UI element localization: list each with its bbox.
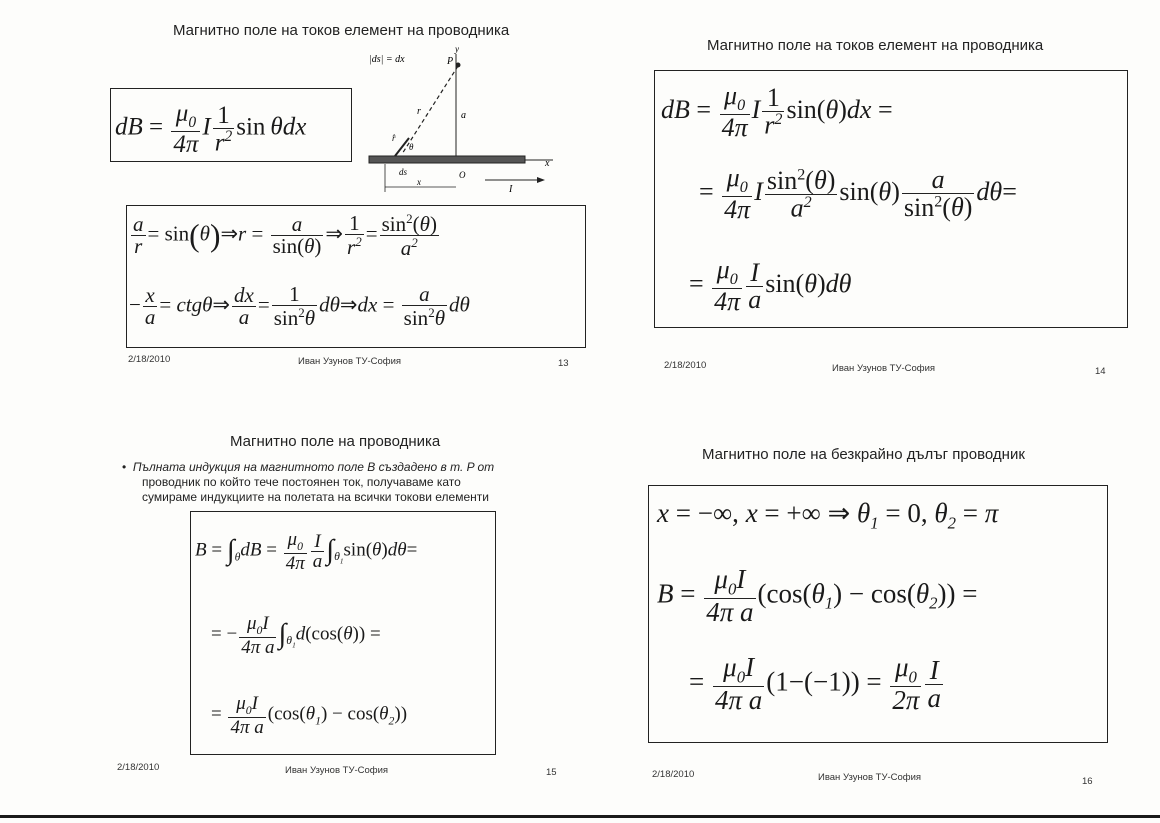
slide-16-footer-date: 2/18/2010	[652, 769, 695, 780]
slide-14-footer-date: 2/18/2010	[664, 360, 707, 371]
slide-13-derivation-box	[126, 205, 586, 348]
slide-14-footer-author: Иван Узунов ТУ-София	[832, 363, 936, 374]
r-hat-label: r̂	[392, 133, 396, 143]
scan-bottom-edge	[0, 815, 1160, 818]
slide-16-formula-box	[648, 485, 1108, 743]
slide-16-footer-author: Иван Узунов ТУ-София	[818, 772, 922, 783]
ds-segment-label: ds	[399, 167, 408, 177]
slide-15-bullet	[122, 460, 494, 505]
slide-15-eq-line1: $B = \int_\theta dB$ = $\frac{\mu_0}{4\pi}$ $\frac{I}{a}$ $\int_{\theta_1}\sin(\theta)d\theta=$	[195, 529, 418, 574]
slide-16-eq-line3: = $\frac{\mu_0I}{\text{4π a}}$ (1−(−1)) = $\frac{\mu_0}{2\pi}$ $\frac{I}{a}$	[689, 652, 941, 716]
bullet-line-1: Пълната индукция на магнитното поле B създадено в т. P от	[132, 460, 495, 474]
slide-13-footer-date: 2/18/2010	[128, 354, 171, 365]
slide-14-eq-line3: = $\frac{\mu_0}{4\pi}$ $\frac{I}{a}$ sin(θ)dθ	[689, 255, 852, 317]
origin-label: O	[459, 170, 466, 180]
slide-13-footer-page: 13	[558, 358, 569, 369]
slide-15-footer-date: 2/18/2010	[117, 762, 160, 773]
slide-13-title: Магнитно поле на токов елемент на проводника	[173, 22, 510, 39]
slide-14-eq-line1: dB = $\frac{\mu_0}{4\pi}$ I $\frac{1}{r^2}$ sin(θ)dx =	[661, 81, 893, 143]
slide-16-title: Магнитно поле на безкрайно дълъг проводник	[702, 446, 1025, 463]
slide-13-formula-box	[110, 88, 352, 162]
point-P-label: P	[447, 56, 454, 67]
x-axis-label: x	[545, 158, 550, 169]
slide-15-footer-page: 15	[546, 767, 557, 778]
slide-14-title: Магнитно поле на токов елемент на проводника	[707, 37, 1044, 54]
slide-15-eq-line2: = − $\frac{\mu_0I}{\text{4π a}}$ $\int_{\theta_1}d(\cos(\theta))$ =	[211, 613, 381, 658]
x-segment-label: x	[417, 177, 421, 187]
slide-13-formula-dB: dB = $\frac{\mu_0}{4\pi}$ I $\frac{1}{r^2}$ sin θdx	[115, 100, 307, 158]
ds-label: |ds| = dx	[369, 54, 405, 65]
theta-label: θ	[409, 142, 414, 152]
r-label: r	[417, 106, 421, 117]
slide-15-footer-author: Иван Узунов ТУ-София	[285, 765, 389, 776]
slide-15-formula-box	[190, 511, 496, 755]
slide-14-eq-line2: = $\frac{\mu_0}{4\pi}$ I $\frac{\sin^2(\theta)}{a^2}$ sin(θ) $\frac{a}{\sin^2(\theta)}$ dθ=	[699, 163, 1017, 225]
bullet-dot: •	[122, 460, 127, 474]
bullet-line-2: проводник по който тече постоянен ток, получаваме като	[142, 475, 461, 489]
slide-15-eq-line3: = $\frac{\mu_0I}{\text{4π a}}$ $(\cos(\theta_1) - \cos(\theta_2))$	[211, 693, 408, 738]
slide-14-footer-page: 14	[1095, 366, 1106, 377]
bullet-line-3: сумираме индукциите на полетата на всички токови елементи	[142, 490, 489, 504]
slide-16-footer-page: 16	[1082, 776, 1093, 787]
y-axis-label: y	[455, 44, 459, 54]
slide-14-formula-box	[654, 70, 1128, 328]
slide-13-eq-line1: $\frac{a}{r}$ = sin(θ)⇒r = $\frac{a}{\sin(\theta)}$ ⇒ $\frac{1}{r^2}$ = $\frac{\sin^2(\theta)}{a^2}$	[133, 211, 437, 260]
slide-16-eq-line1: x = −∞, x = +∞ ⇒ $\theta_1 = 0$, $\theta_2 = \pi$	[657, 498, 999, 533]
slide-13-geometry-figure	[365, 44, 560, 194]
slide-16-eq-line2: B = $\frac{\mu_0I}{\text{4π a}}$ $(\cos(\theta_1) - \cos(\theta_2))$ =	[657, 564, 978, 628]
current-label: I	[509, 184, 513, 194]
a-label: a	[461, 110, 466, 121]
slide-13-eq-line2: − $\frac{x}{a}$ = ctgθ⇒ $\frac{dx}{a}$ = $\frac{1}{\sin^2\theta}$ dθ⇒dx = $\frac{a}{\sin^2\theta}$ dθ	[129, 282, 470, 330]
slide-13-footer-author: Иван Узунов ТУ-София	[298, 356, 402, 367]
slide-15-title: Магнитно поле на проводника	[230, 433, 441, 450]
